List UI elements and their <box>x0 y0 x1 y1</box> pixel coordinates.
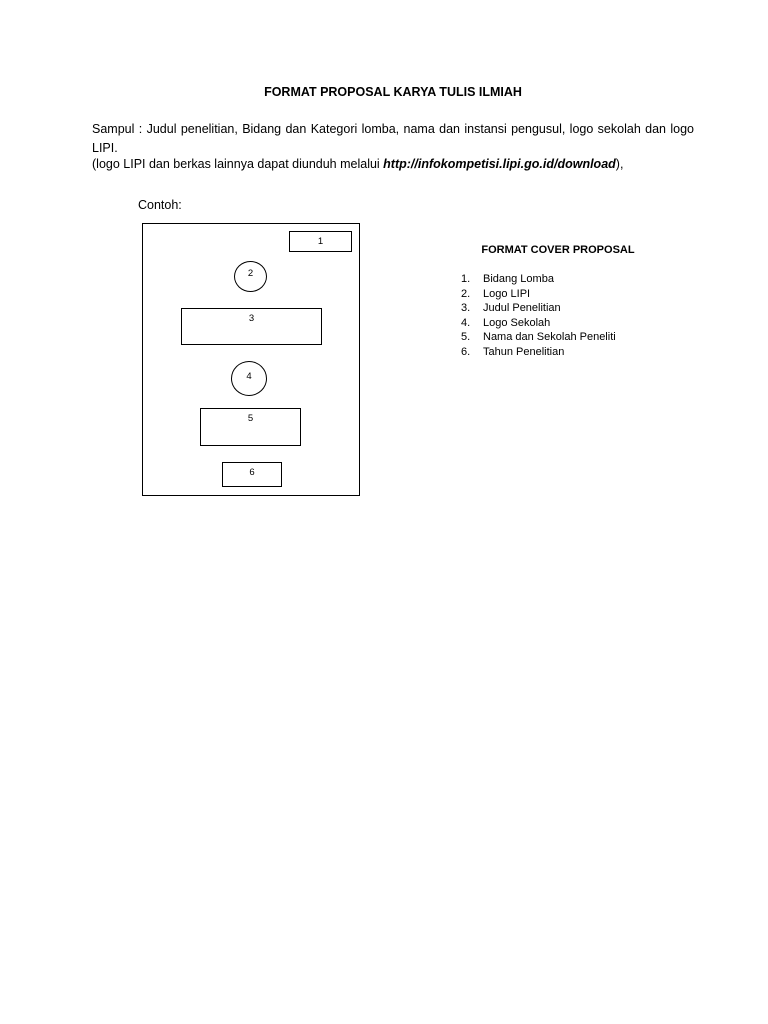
download-note-suffix: ), <box>615 157 624 171</box>
circle-4: 4 <box>231 361 267 396</box>
list-item-number: 5. <box>461 331 471 343</box>
example-label: Contoh: <box>138 198 182 212</box>
list-item <box>461 345 616 360</box>
list-item-number: 2. <box>461 287 471 300</box>
list-item-text: Nama dan Sekolah Peneliti <box>483 331 616 343</box>
download-link[interactable]: http://infokompetisi.lipi.go.id/download <box>383 157 616 171</box>
cover-layout-diagram <box>142 223 360 496</box>
list-item-text: Logo Sekolah <box>483 316 551 329</box>
list-item-number: 3. <box>461 302 471 314</box>
list-item <box>461 330 616 345</box>
intro-text <box>92 120 694 174</box>
box-5: 5 <box>200 408 301 446</box>
list-item <box>461 301 616 316</box>
download-note-prefix: (logo LIPI dan berkas lainnya dapat diunduh melalui <box>92 157 384 171</box>
list-item-number: 1. <box>461 273 471 285</box>
list-item-number: 4. <box>461 316 471 329</box>
list-item-text: Bidang Lomba <box>483 273 554 285</box>
list-item-text: Judul Penelitian <box>483 302 561 314</box>
box-3: 3 <box>181 308 322 345</box>
list-item <box>461 272 616 287</box>
download-note <box>92 155 694 174</box>
intro-paragraph: Sampul : Judul penelitian, Bidang dan Kategori lomba, nama dan instansi pengusul, logo sekolah dan logo LIPI. <box>92 122 694 155</box>
list-item-text: Tahun Penelitian <box>483 345 565 358</box>
list-item-number: 6. <box>461 345 471 358</box>
box-1: 1 <box>289 231 352 252</box>
list-item <box>461 287 616 302</box>
list-item-text: Logo LIPI <box>483 287 531 300</box>
document-title: FORMAT PROPOSAL KARYA TULIS ILMIAH <box>264 85 522 99</box>
cover-format-title: FORMAT COVER PROPOSAL <box>481 244 635 256</box>
list-item <box>461 316 616 331</box>
circle-2: 2 <box>234 261 267 292</box>
box-6: 6 <box>222 462 282 487</box>
cover-format-list <box>461 272 616 359</box>
